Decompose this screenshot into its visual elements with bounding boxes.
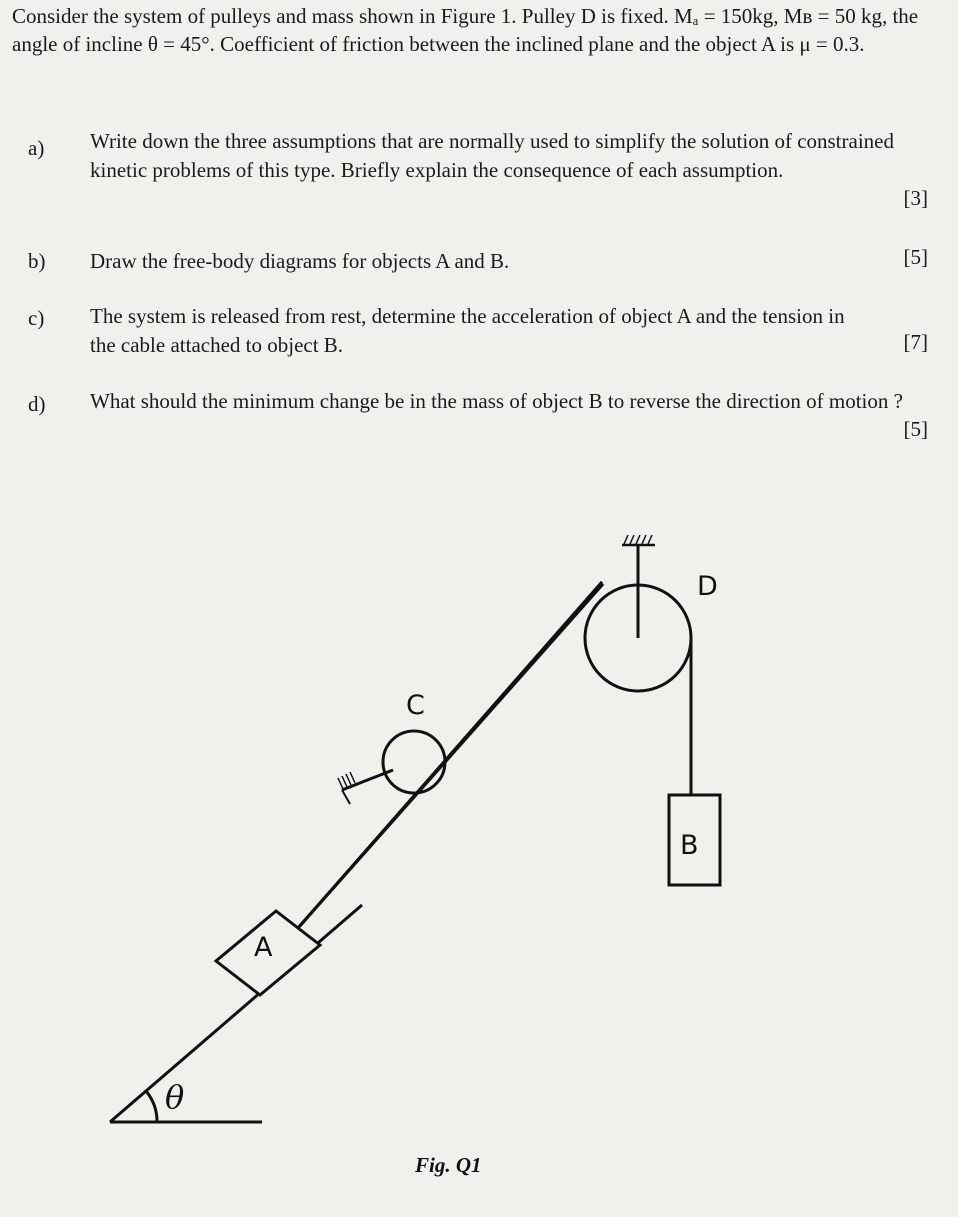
problem-intro: Consider the system of pulleys and mass shown in Figure 1. Pulley D is fixed. Mₐ = 150kg, Mʙ = 50 kg, the angle of incline θ = 45°. Coefficient of friction between the inclined plane and the object A is μ = 0.3. — [12, 4, 919, 56]
label-b: B — [680, 830, 699, 861]
pulley-c — [383, 731, 445, 793]
question-b-marks: [5] — [903, 245, 928, 269]
pulley-figure — [0, 500, 958, 1217]
incline-surface — [110, 905, 362, 1122]
d-ceiling-hatch — [624, 535, 652, 544]
c-anchor-wall — [342, 790, 350, 804]
question-b-text: Draw the free-body diagrams for objects A and B. — [90, 249, 510, 273]
question-c-marks: [7] — [903, 330, 928, 354]
figure-caption: Fig. Q1 — [415, 1153, 482, 1177]
question-d-text: What should the minimum change be in the mass of object B to reverse the direction of motion ? — [90, 389, 903, 413]
question-a-text: Write down the three assumptions that are normally used to simplify the solution of constrained kinetic problems of this type. Briefly explain the consequence of each assumption. — [90, 129, 894, 182]
question-b-letter: b) — [28, 249, 46, 273]
question-a-letter: a) — [28, 136, 45, 160]
label-d: D — [697, 571, 718, 602]
question-a-marks: [3] — [903, 186, 928, 210]
label-theta: θ — [165, 1078, 185, 1116]
label-c: C — [406, 690, 425, 721]
cable-tangent-d — [298, 584, 603, 928]
question-d-letter: d) — [28, 392, 46, 416]
question-c-text: The system is released from rest, determine the acceleration of object A and the tension in the cable attached to object B. — [90, 304, 845, 357]
question-c-letter: c) — [28, 306, 45, 330]
angle-arc — [146, 1091, 157, 1122]
question-d-marks: [5] — [903, 417, 928, 441]
label-a: A — [254, 932, 273, 963]
